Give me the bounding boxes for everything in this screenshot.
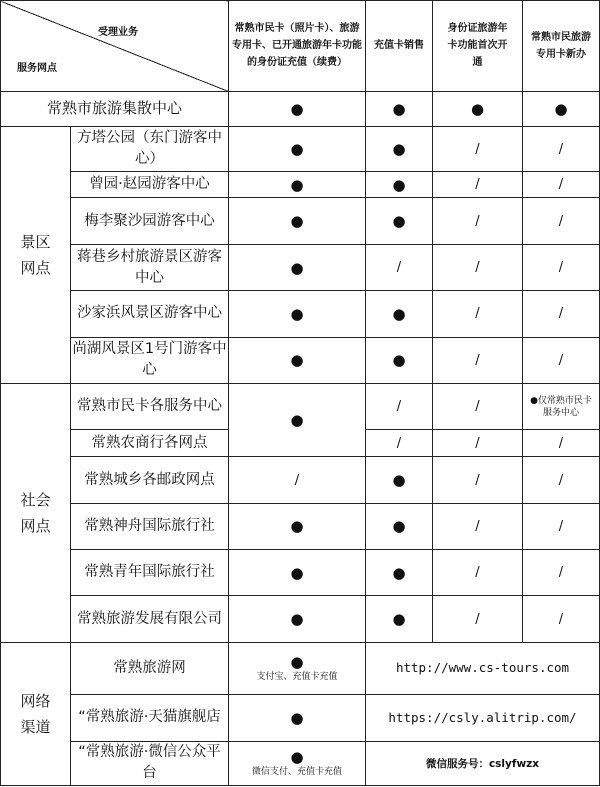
cell-c4: / xyxy=(523,596,600,642)
website-link[interactable]: http://www.cs-tours.com xyxy=(366,642,600,694)
cell-c2: ● xyxy=(366,596,433,642)
cell-c2: / xyxy=(366,430,433,457)
cell-c2: ● xyxy=(366,126,433,171)
cell-c4: / xyxy=(523,126,600,171)
table-row-online-0 xyxy=(1,642,600,694)
cell-c1-note: 支付宝、充值卡充值 xyxy=(256,672,338,683)
header-business-label: 受理业务 xyxy=(98,27,138,38)
cell-c1: ● xyxy=(229,244,366,290)
header-col-card-sales: 充值卡销售 xyxy=(366,1,433,92)
cell-c2: ● xyxy=(366,550,433,596)
table-row-social-5 xyxy=(1,596,600,642)
cell-c3: / xyxy=(433,172,523,198)
tmall-link[interactable]: https://csly.alitrip.com/ xyxy=(366,695,600,741)
outlet-name: 常熟旅游发展有限公司 xyxy=(71,596,229,642)
category-scenic xyxy=(1,126,71,383)
cell-c1-dot: ● xyxy=(290,653,304,672)
category-social xyxy=(1,383,71,642)
cell-c4: ● xyxy=(523,91,600,126)
category-online xyxy=(1,642,71,785)
cell-c4: / xyxy=(523,430,600,457)
cell-c1: ● xyxy=(229,172,366,198)
table-row-scenic-0 xyxy=(1,126,600,171)
cell-c2: / xyxy=(366,244,433,290)
outlet-name: 沙家浜风景区游客中心 xyxy=(71,291,229,337)
category-social-label: 社会网点 xyxy=(20,490,51,535)
table-row-online-2 xyxy=(1,741,600,785)
header-col-new-card: 常熟市民旅游专用卡新办 xyxy=(523,1,600,92)
cell-c2: ● xyxy=(366,291,433,337)
cell-c2: ● xyxy=(366,457,433,503)
cell-c3: / xyxy=(433,503,523,549)
outlet-name: 常熟旅游网 xyxy=(71,642,229,694)
cell-c3: / xyxy=(433,198,523,244)
cell-c3: / xyxy=(433,291,523,337)
outlet-name: “常熟旅游·天猫旗舰店 xyxy=(71,695,229,741)
outlet-name: 常熟城乡各邮政网点 xyxy=(71,457,229,503)
outlet-name: 蒋巷乡村旅游景区游客中心 xyxy=(71,244,229,290)
cell-c2: / xyxy=(366,383,433,429)
cell-c4: / xyxy=(523,198,600,244)
cell-c1: ● xyxy=(229,550,366,596)
outlet-name: 常熟市旅游集散中心 xyxy=(1,91,229,126)
cell-c2: ● xyxy=(366,198,433,244)
cell-c1: ● xyxy=(229,503,366,549)
cell-c1: ● xyxy=(229,383,366,457)
cell-c1: ● xyxy=(229,291,366,337)
table-row-scenic-2 xyxy=(1,198,600,244)
cell-c1-note: 微信支付、充值卡充值 xyxy=(251,767,342,778)
table-row-scenic-1 xyxy=(1,172,600,198)
outlet-name: 尚湖风景区1号门游客中心 xyxy=(71,337,229,383)
category-online-label: 网络渠道 xyxy=(20,691,51,736)
cell-c4: / xyxy=(523,337,600,383)
cell-c1: / xyxy=(229,457,366,503)
cell-c4: / xyxy=(523,244,600,290)
header-col-recharge-renewal: 常熟市民卡（照片卡）、旅游专用卡、已开通旅游年卡功能的身份证充值（续费） xyxy=(229,1,366,92)
table-row-scenic-5 xyxy=(1,337,600,383)
outlet-name: 常熟青年国际旅行社 xyxy=(71,550,229,596)
cell-c4: / xyxy=(523,172,600,198)
cell-c3: ● xyxy=(433,91,523,126)
table-row-center xyxy=(1,91,600,126)
cell-c4: / xyxy=(523,550,600,596)
cell-c4: / xyxy=(523,503,600,549)
header-outlets-label: 服务网点 xyxy=(17,63,57,74)
cell-c3: / xyxy=(433,244,523,290)
cell-c4-note: ●仅常熟市民卡服务中心 xyxy=(523,383,600,429)
header-diagonal-cell xyxy=(1,1,229,92)
outlet-name: 常熟市民卡各服务中心 xyxy=(71,383,229,429)
cell-c1: ● xyxy=(229,198,366,244)
cell-c1: ● xyxy=(229,596,366,642)
cell-c1: ● xyxy=(229,695,366,741)
outlet-name: 常熟农商行各网点 xyxy=(71,430,229,457)
cell-c1: ● xyxy=(229,126,366,171)
cell-c3: / xyxy=(433,550,523,596)
wechat-service-account: 微信服务号：cslyfwzx xyxy=(366,741,600,785)
cell-c2: ● xyxy=(366,91,433,126)
outlet-name: 方塔公园（东门游客中心） xyxy=(71,126,229,171)
cell-c1: ● xyxy=(229,91,366,126)
table-row-social-0 xyxy=(1,383,600,429)
category-scenic-label: 景区网点 xyxy=(20,232,51,277)
table-row-scenic-3 xyxy=(1,244,600,290)
table-row-social-3 xyxy=(1,503,600,549)
cell-c3: / xyxy=(433,126,523,171)
header-col-id-first-activation: 身份证旅游年卡功能首次开通 xyxy=(433,1,523,92)
outlet-name: 常熟神舟国际旅行社 xyxy=(71,503,229,549)
table-row-scenic-4 xyxy=(1,291,600,337)
cell-c3: / xyxy=(433,457,523,503)
cell-c4: / xyxy=(523,291,600,337)
cell-c3: / xyxy=(433,383,523,429)
table-row-online-1 xyxy=(1,695,600,741)
cell-c2: ● xyxy=(366,172,433,198)
table-row-social-4 xyxy=(1,550,600,596)
table-row-social-2 xyxy=(1,457,600,503)
cell-c1-dot: ● xyxy=(290,748,304,767)
outlet-name: “常熟旅游·微信公众平台 xyxy=(71,741,229,785)
cell-c3: / xyxy=(433,337,523,383)
cell-c1 xyxy=(229,741,366,785)
cell-c1: ● xyxy=(229,337,366,383)
cell-c2: ● xyxy=(366,337,433,383)
cell-c4: / xyxy=(523,457,600,503)
outlet-name: 曾园·赵园游客中心 xyxy=(71,172,229,198)
cell-c3: / xyxy=(433,430,523,457)
cell-c1 xyxy=(229,642,366,694)
cell-c3: / xyxy=(433,596,523,642)
outlet-name: 梅李聚沙园游客中心 xyxy=(71,198,229,244)
cell-c2: ● xyxy=(366,503,433,549)
